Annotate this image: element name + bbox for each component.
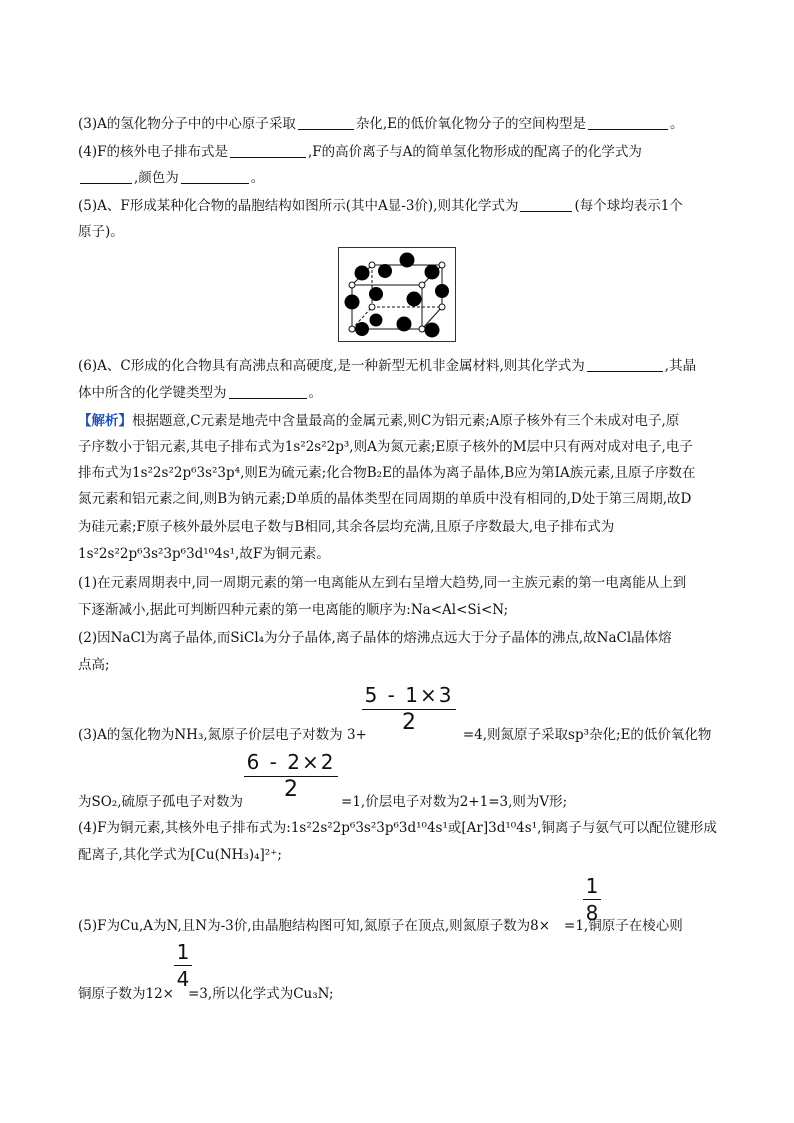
analysis-line-4 [78, 489, 730, 509]
q3-text-c: 。 [670, 116, 684, 132]
answer-5-text: =3,所以化学式为Cu₃N; [188, 986, 334, 1002]
question-3 [78, 114, 730, 134]
answer-4-line-2 [78, 845, 730, 865]
q5-text-a: (5)A、F形成某种化合物的晶胞结构如图所示(其中A显-3价),则其化学式为 [78, 198, 519, 214]
q3-text-b: 杂化,E的低价氧化物分子的空间构型是 [355, 116, 587, 132]
analysis-text: 为硅元素;F原子核外最外层电子数与B相同,其余各层均充满,且原子序数最大,电子排布式为 [78, 519, 615, 535]
q6-text-d: 。 [308, 385, 322, 401]
copper-atom [425, 265, 440, 280]
fraction-numerator: 1 [585, 874, 599, 898]
question-4-line-2 [78, 168, 730, 188]
copper-atom [369, 287, 383, 301]
fraction-denominator: 8 [585, 901, 599, 925]
answer-1-text: 下逐渐减小,据此可判断四种元素的第一电离能的顺序为:Na<Al<Si<N; [78, 602, 509, 618]
nitrogen-atom [419, 326, 425, 332]
answer-blank[interactable] [181, 169, 249, 184]
nitrogen-atom [349, 282, 355, 288]
answer-5-line-1 [78, 916, 730, 936]
answer-3-text: 为SO₂,硫原子孤电子对数为 [78, 794, 244, 810]
copper-atom [355, 322, 369, 336]
answer-3-text: =4,则氮原子采取sp³杂化;E的低价氧化物 [462, 727, 712, 743]
q5-text-c: 原子)。 [78, 224, 124, 240]
q4-text-d: 。 [250, 170, 265, 186]
answer-4-text: (4)F为铜元素,其核外电子排布式为:1s²2s²2p⁶3s²3p⁶3d¹⁰4s¹或[Ar]3d¹⁰4s¹,铜离子与氨气可以配位键形成 [78, 820, 717, 836]
answer-5-text: =1,铜原子在棱心则 [564, 918, 683, 934]
analysis-text: 氮元素和铝元素之间,则B为钠元素;D单质的晶体类型在同周期的单质中没有相同的,D处于第三周期,故D [78, 491, 692, 507]
q3-text-a: (3)A的氢化物分子中的中心原子采取 [78, 116, 296, 132]
question-4-line-1 [78, 142, 730, 162]
copper-atom [397, 317, 412, 332]
fraction-numerator: 5 - 1×3 [364, 683, 454, 707]
answer-3-line-1 [78, 725, 730, 745]
q4-text-b: ,F的高价离子与A的简单氢化物形成的配离子的化学式为 [308, 144, 642, 160]
fraction-denominator: 2 [402, 710, 416, 735]
answer-blank[interactable] [230, 143, 306, 158]
copper-atom [355, 266, 370, 281]
copper-atom [400, 253, 415, 268]
copper-atom [345, 295, 360, 310]
fraction-denominator: 2 [284, 777, 298, 802]
analysis-text: 根据题意,C元素是地壳中含量最高的金属元素,则C为铝元素;A原子核外有三个未成对电子,原 [132, 413, 680, 429]
nitrogen-atom [369, 262, 375, 268]
analysis-line-2 [78, 437, 730, 457]
copper-atom [425, 323, 440, 338]
answer-3-text: =1,价层电子对数为2+1=3,则为V形; [341, 794, 568, 810]
answer-1-text: (1)在元素周期表中,同一周期元素的第一电离能从左到右呈增大趋势,同一主族元素的第一电离能从上到 [78, 575, 687, 591]
copper-atom [370, 314, 383, 327]
answer-5-text: 铜原子数为12× [78, 986, 174, 1002]
answer-1-line-2 [78, 600, 730, 620]
question-5-line-1 [78, 196, 730, 216]
analysis-line-6 [78, 544, 730, 564]
analysis-text: 1s²2s²2p⁶3s²3p⁶3d¹⁰4s¹,故F为铜元素。 [78, 546, 330, 562]
answer-blank[interactable] [229, 384, 307, 399]
copper-atom [407, 292, 422, 307]
q4-text-c: ,颜色为 [134, 170, 179, 186]
nitrogen-atom [369, 304, 375, 310]
answer-3-text: (3)A的氢化物为NH₃,氮原子价层电子对数为 3+ [78, 727, 367, 743]
answer-5-line-2 [78, 984, 730, 1004]
nitrogen-atom [439, 262, 445, 268]
q6-text-c: 体中所含的化学键类型为 [78, 385, 227, 401]
analysis-line-1 [78, 411, 730, 431]
question-6-line-2 [78, 383, 730, 403]
answer-blank[interactable] [80, 169, 132, 184]
question-6-line-1 [78, 356, 730, 376]
analysis-text: 子序数小于铝元素,其电子排布式为1s²2s²2p³,则A为氮元素;E原子核外的M层中只有两对成对电子,电子 [78, 439, 693, 455]
copper-atom [435, 284, 449, 298]
answer-2-text: 点高; [78, 657, 110, 673]
answer-2-text: (2)因NaCl为离子晶体,而SiCl₄为分子晶体,离子晶体的熔沸点远大于分子晶体的沸点,故NaCl晶体熔 [78, 630, 672, 646]
fraction-numerator: 6 - 2×2 [246, 750, 336, 774]
q6-text-b: ,其晶 [664, 358, 697, 374]
answer-4-line-1 [78, 818, 730, 838]
answer-4-text: 配离子,其化学式为[Cu(NH₃)₄]²⁺; [78, 847, 282, 863]
analysis-line-5 [78, 517, 730, 537]
analysis-label: 【解析】 [78, 413, 132, 429]
answer-blank[interactable] [588, 115, 668, 130]
crystal-cell-figure [338, 247, 456, 342]
answer-5-text: (5)F为Cu,A为N,且N为-3价,由晶胞结构图可知,氮原子在顶点,则氮原子数为8× [78, 918, 551, 934]
copper-atom [378, 264, 392, 278]
answer-blank[interactable] [520, 197, 572, 212]
nitrogen-atom [439, 304, 445, 310]
q5-text-b: (每个球均表示1个 [574, 198, 683, 214]
q6-text-a: (6)A、C形成的化合物具有高沸点和高硬度,是一种新型无机非金属材料,则其化学式为 [78, 358, 585, 374]
nitrogen-atom [419, 282, 425, 288]
fraction-denominator: 4 [176, 967, 190, 991]
answer-blank[interactable] [587, 357, 663, 372]
nitrogen-atom [349, 326, 355, 332]
answer-3-line-2 [78, 792, 730, 812]
answer-2-line-2 [78, 655, 730, 675]
q4-text-a: (4)F的核外电子排布式是 [78, 144, 228, 160]
fraction-numerator: 1 [176, 940, 190, 964]
answer-blank[interactable] [298, 115, 354, 130]
answer-2-line-1 [78, 628, 730, 648]
answer-1-line-1 [78, 573, 730, 593]
analysis-line-3 [78, 463, 730, 483]
analysis-text: 排布式为1s²2s²2p⁶3s²3p⁴,则E为硫元素;化合物B₂E的晶体为离子晶体,B应为第ⅠA族元素,且原子序数在 [78, 465, 696, 481]
question-5-line-2 [78, 222, 730, 242]
